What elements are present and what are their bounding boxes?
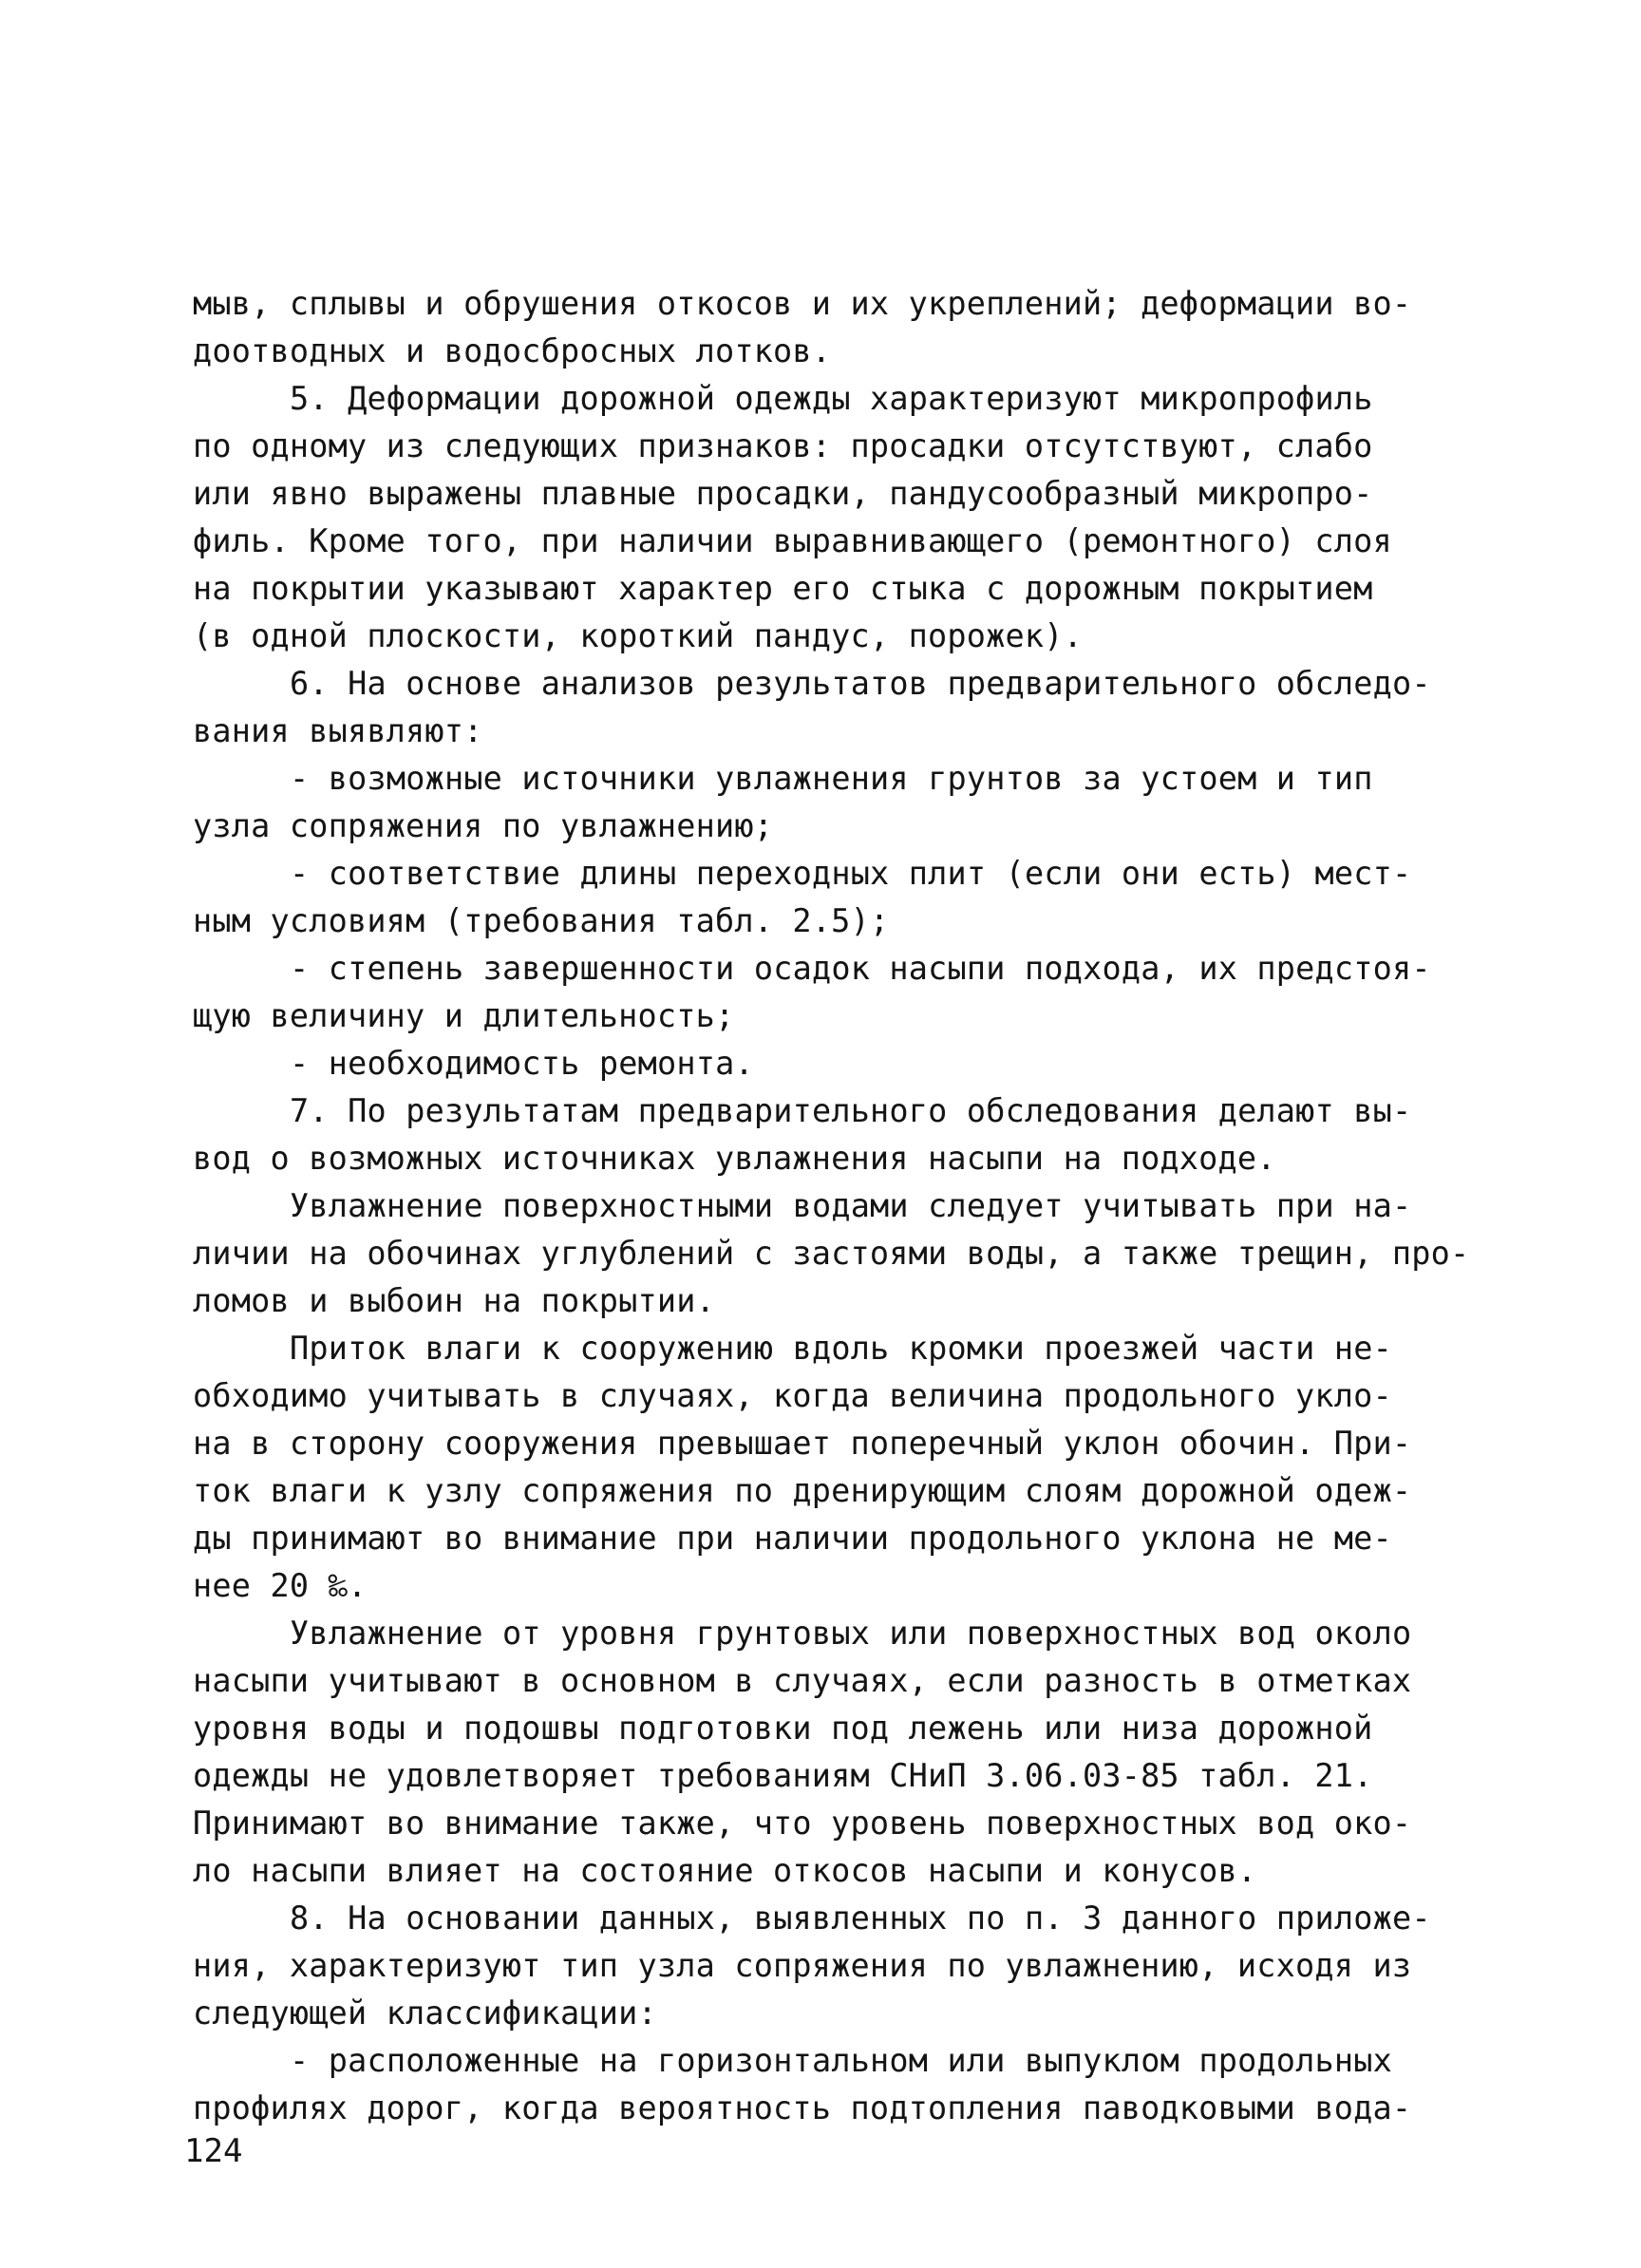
text-line: щую величину и длительность; (193, 997, 735, 1034)
text-line: по одному из следующих признаков: просадки отсутствуют, слабо (193, 427, 1373, 464)
text-line: филь. Кроме того, при наличии выравнивающего (ремонтного) слоя (193, 522, 1392, 559)
text-line: нее 20 ‰. (193, 1567, 368, 1604)
text-line: вод о возможных источниках увлажнения насыпи на подходе. (193, 1140, 1276, 1177)
paragraph-start-line: 6. На основе анализов результатов предварительного обследо- (290, 665, 1431, 702)
text-line: следующей классификации: (193, 1994, 657, 2032)
page-number: 124 (184, 2132, 243, 2170)
text-line: профилях дорог, когда вероятность подтопления паводковыми вода- (193, 2089, 1412, 2126)
paragraph-start-line: 5. Деформации дорожной одежды характеризуют микропрофиль (290, 380, 1373, 417)
paragraph-start-line: Увлажнение от уровня грунтовых или поверхностных вод около (290, 1615, 1412, 1652)
paragraph-start-line: Увлажнение поверхностными водами следует учитывать при на- (290, 1187, 1412, 1224)
text-line: ток влаги к узлу сопряжения по дренирующим слоям дорожной одеж- (193, 1472, 1412, 1509)
list-item-line: - соответствие длины переходных плит (если они есть) мест- (290, 855, 1412, 892)
list-item-line: - степень завершенности осадок насыпи подхода, их предстоя- (290, 950, 1431, 987)
text-line: личии на обочинах углублений с застоями воды, а также трещин, про- (193, 1235, 1470, 1272)
text-line: уровня воды и подошвы подготовки под лежень или низа дорожной (193, 1710, 1373, 1747)
paragraph-start-line: 7. По результатам предварительного обследования делают вы- (290, 1092, 1412, 1129)
text-line: ломов и выбоин на покрытии. (193, 1282, 715, 1319)
list-item-line: - расположенные на горизонтальном или выпуклом продольных (290, 2042, 1393, 2079)
paragraph-start-line: 8. На основании данных, выявленных по п. 3 данного приложе- (290, 1899, 1431, 1937)
list-item-line: - возможные источники увлажнения грунтов за устоем и тип (290, 760, 1373, 797)
text-line: доотводных и водосбросных лотков. (193, 332, 832, 369)
text-line: на в сторону сооружения превышает поперечный уклон обочин. При- (193, 1425, 1412, 1462)
list-item-line: - необходимость ремонта. (290, 1045, 754, 1082)
text-line: или явно выражены плавные просадки, пандусообразный микропро- (193, 475, 1373, 512)
text-line: (в одной плоскости, короткий пандус, порожек). (193, 617, 1083, 654)
text-line: одежды не удовлетворяет требованиям СНиП 3.06.03-85 табл. 21. (193, 1757, 1373, 1794)
text-line: Принимают во внимание также, что уровень поверхностных вод око- (193, 1805, 1412, 1842)
text-line: ния, характеризуют тип узла сопряжения по увлажнению, исходя из (193, 1947, 1412, 1984)
text-line: ды принимают во внимание при наличии продольного уклона не ме- (193, 1520, 1392, 1557)
text-line: узла сопряжения по увлажнению; (193, 807, 774, 844)
text-line: ным условиям (требования табл. 2.5); (193, 902, 890, 939)
text-line: на покрытии указывают характер его стыка с дорожным покрытием (193, 570, 1373, 607)
text-line: ло насыпи влияет на состояние откосов насыпи и конусов. (193, 1852, 1257, 1889)
text-line: насыпи учитывают в основном в случаях, если разность в отметках (193, 1662, 1412, 1699)
paragraph-start-line: Приток влаги к сооружению вдоль кромки проезжей части не- (290, 1330, 1393, 1367)
text-line: обходимо учитывать в случаях, когда величина продольного укло- (193, 1377, 1392, 1414)
text-line: мыв, сплывы и обрушения откосов и их укреплений; деформации во- (193, 285, 1412, 322)
text-line: вания выявляют: (193, 712, 483, 749)
